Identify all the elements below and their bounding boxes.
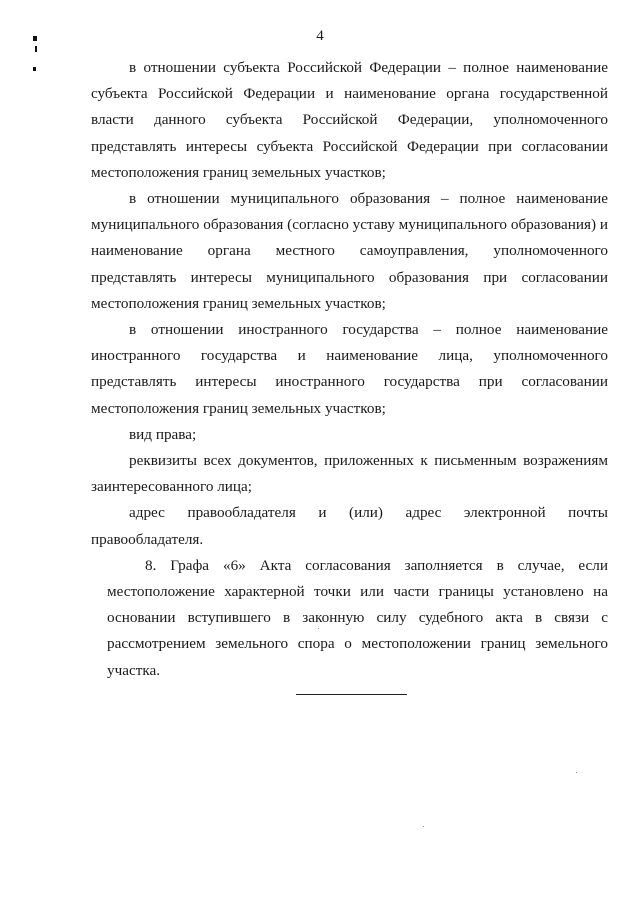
paragraph-foreign-state: в отношении иностранного государства – полное наименование иностранного государства и наименование лица, уполномоченного представлять интересы иностранного государства при согласовании местоположения границ земельных участков;: [91, 321, 608, 417]
scan-speck: [423, 826, 424, 827]
paragraph-item-8: 8. Графа «6» Акта согласования заполняется в случае, если местоположение характерной точки или части границы установлено на основании вступившего в законную силу судебного акта в связи с рассмотрением земельного спора о местоположении границ земельного участка.: [107, 556, 608, 679]
paragraph-subject-rf: в отношении субъекта Российской Федерации – полное наименование субъекта Российской Федерации и наименование органа государственной власти данного субъекта Российской Федерации, уполномоченного представлять интересы субъекта Российской Федерации при согласовании местоположения границ земельных участков;: [91, 59, 608, 181]
paragraph-right-type: вид права;: [129, 425, 197, 443]
binding-mark-top: [33, 36, 37, 41]
scan-speck: [576, 772, 577, 773]
paragraph-owner-address: адрес правообладателя и (или) адрес электронной почты правообладателя.: [91, 504, 608, 548]
binding-mark-bottom: [33, 67, 36, 71]
binding-mark-middle: [35, 46, 37, 52]
page-number: 4: [316, 28, 324, 44]
document-body: [91, 55, 608, 684]
paragraph-municipality: в отношении муниципального образования – полное наименование муниципального образования (согласно уставу муниципального образования) и наименование органа местного самоуправления, уполномоченного представлять интересы муниципального образования при согласовании местоположения границ земельных участков;: [91, 190, 608, 312]
end-separator-line: [296, 694, 407, 695]
paragraph-document-details: реквизиты всех документов, приложенных к письменным возражениям заинтересованного лица;: [91, 452, 608, 496]
scan-speck: [318, 628, 319, 629]
